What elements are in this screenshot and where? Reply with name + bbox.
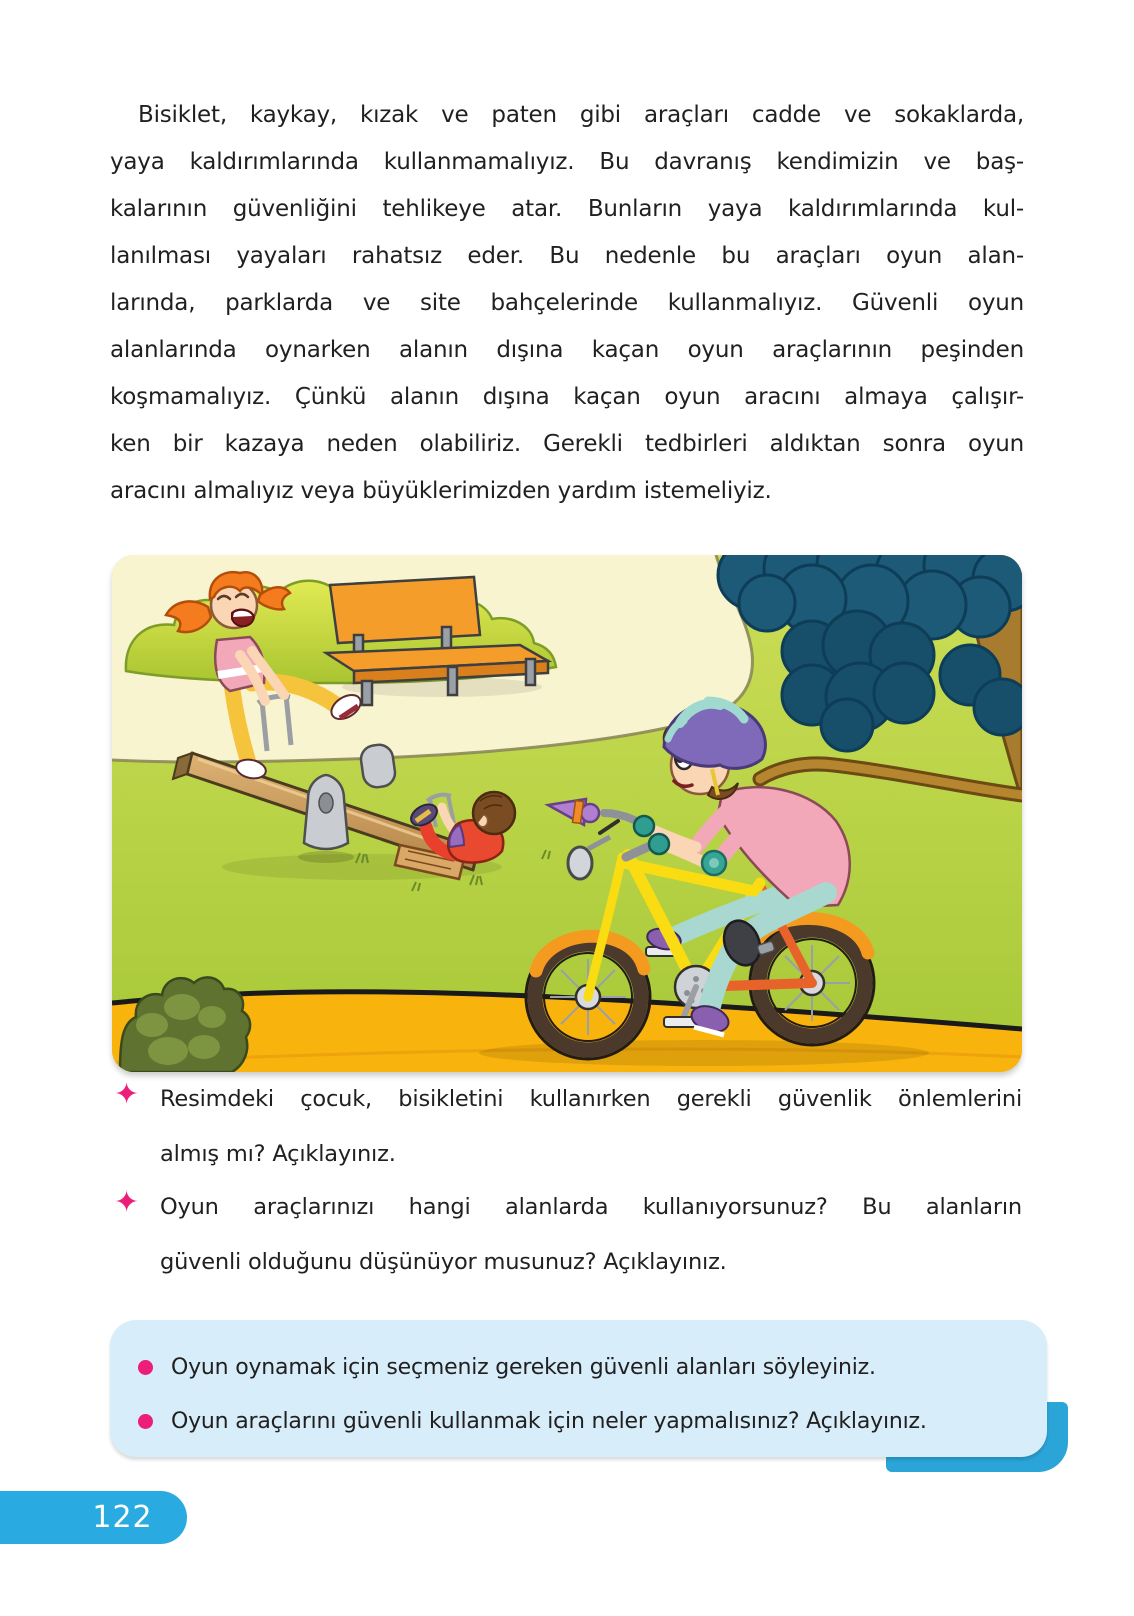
page-number-tab bbox=[0, 1491, 187, 1544]
paragraph bbox=[110, 92, 1024, 515]
activity-item bbox=[138, 1340, 1031, 1394]
question-line: Oyun araçlarınızı hangi alanlarda kullanıyorsunuz? Bu alanların bbox=[160, 1194, 1022, 1220]
question-item bbox=[112, 1072, 1024, 1182]
activity-item bbox=[138, 1394, 1031, 1448]
question-line: Resimdeki çocuk, bisikletini kullanırken gerekli güvenlik önlemlerini bbox=[160, 1086, 1022, 1112]
star-bullet-icon: ✦ bbox=[114, 1077, 140, 1112]
mirror bbox=[568, 847, 592, 879]
dot-bullet-icon bbox=[138, 1360, 153, 1375]
page-number: 122 bbox=[92, 1500, 153, 1535]
paragraph-line: kalarının güvenliğini tehlikeye atar. Bunların yaya kaldırımlarında kul- bbox=[110, 196, 1024, 222]
activity-text: Oyun araçlarını güvenli kullanmak için neler yapmalısınız? Açıklayınız. bbox=[171, 1408, 927, 1434]
star-bullet-icon: ✦ bbox=[114, 1185, 140, 1220]
paragraph-line: alanlarında oynarken alanın dışına kaçan oyun araçlarının peşinden bbox=[110, 337, 1024, 363]
paragraph-line: aracını almalıyız veya büyüklerimizden yardım istemeliyiz. bbox=[110, 478, 772, 504]
paragraph-line: ken bir kazaya neden olabiliriz. Gerekli tedbirleri aldıktan sonra oyun bbox=[110, 431, 1024, 457]
activity-box bbox=[110, 1320, 1047, 1457]
question-line: almış mı? Açıklayınız. bbox=[160, 1141, 396, 1167]
park-scene-svg bbox=[112, 555, 1022, 1072]
question-line: güvenli olduğunu düşünüyor musunuz? Açıklayınız. bbox=[160, 1249, 727, 1275]
glove bbox=[649, 834, 669, 854]
paragraph-line: lanılması yayaları rahatsız eder. Bu nedenle bu araçları oyun alan- bbox=[110, 243, 1024, 269]
paragraph-line: yaya kaldırımlarında kullanmamalıyız. Bu davranış kendimizin ve baş- bbox=[110, 149, 1024, 175]
paragraph-line: Bisiklet, kaykay, kızak ve paten gibi araçları cadde ve sokaklarda, bbox=[138, 102, 1024, 128]
park-scene-illustration bbox=[112, 555, 1022, 1072]
activity-text: Oyun oynamak için seçmeniz gereken güvenli alanları söyleyiniz. bbox=[171, 1354, 876, 1380]
dot-bullet-icon bbox=[138, 1414, 153, 1429]
question-item bbox=[112, 1180, 1024, 1290]
boy-head bbox=[473, 792, 515, 834]
paragraph-line: koşmamalıyız. Çünkü alanın dışına kaçan oyun aracını almaya çalışır- bbox=[110, 384, 1024, 410]
glove bbox=[634, 816, 654, 836]
paragraph-line: larında, parklarda ve site bahçelerinde kullanmalıyız. Güvenli oyun bbox=[110, 290, 1024, 316]
